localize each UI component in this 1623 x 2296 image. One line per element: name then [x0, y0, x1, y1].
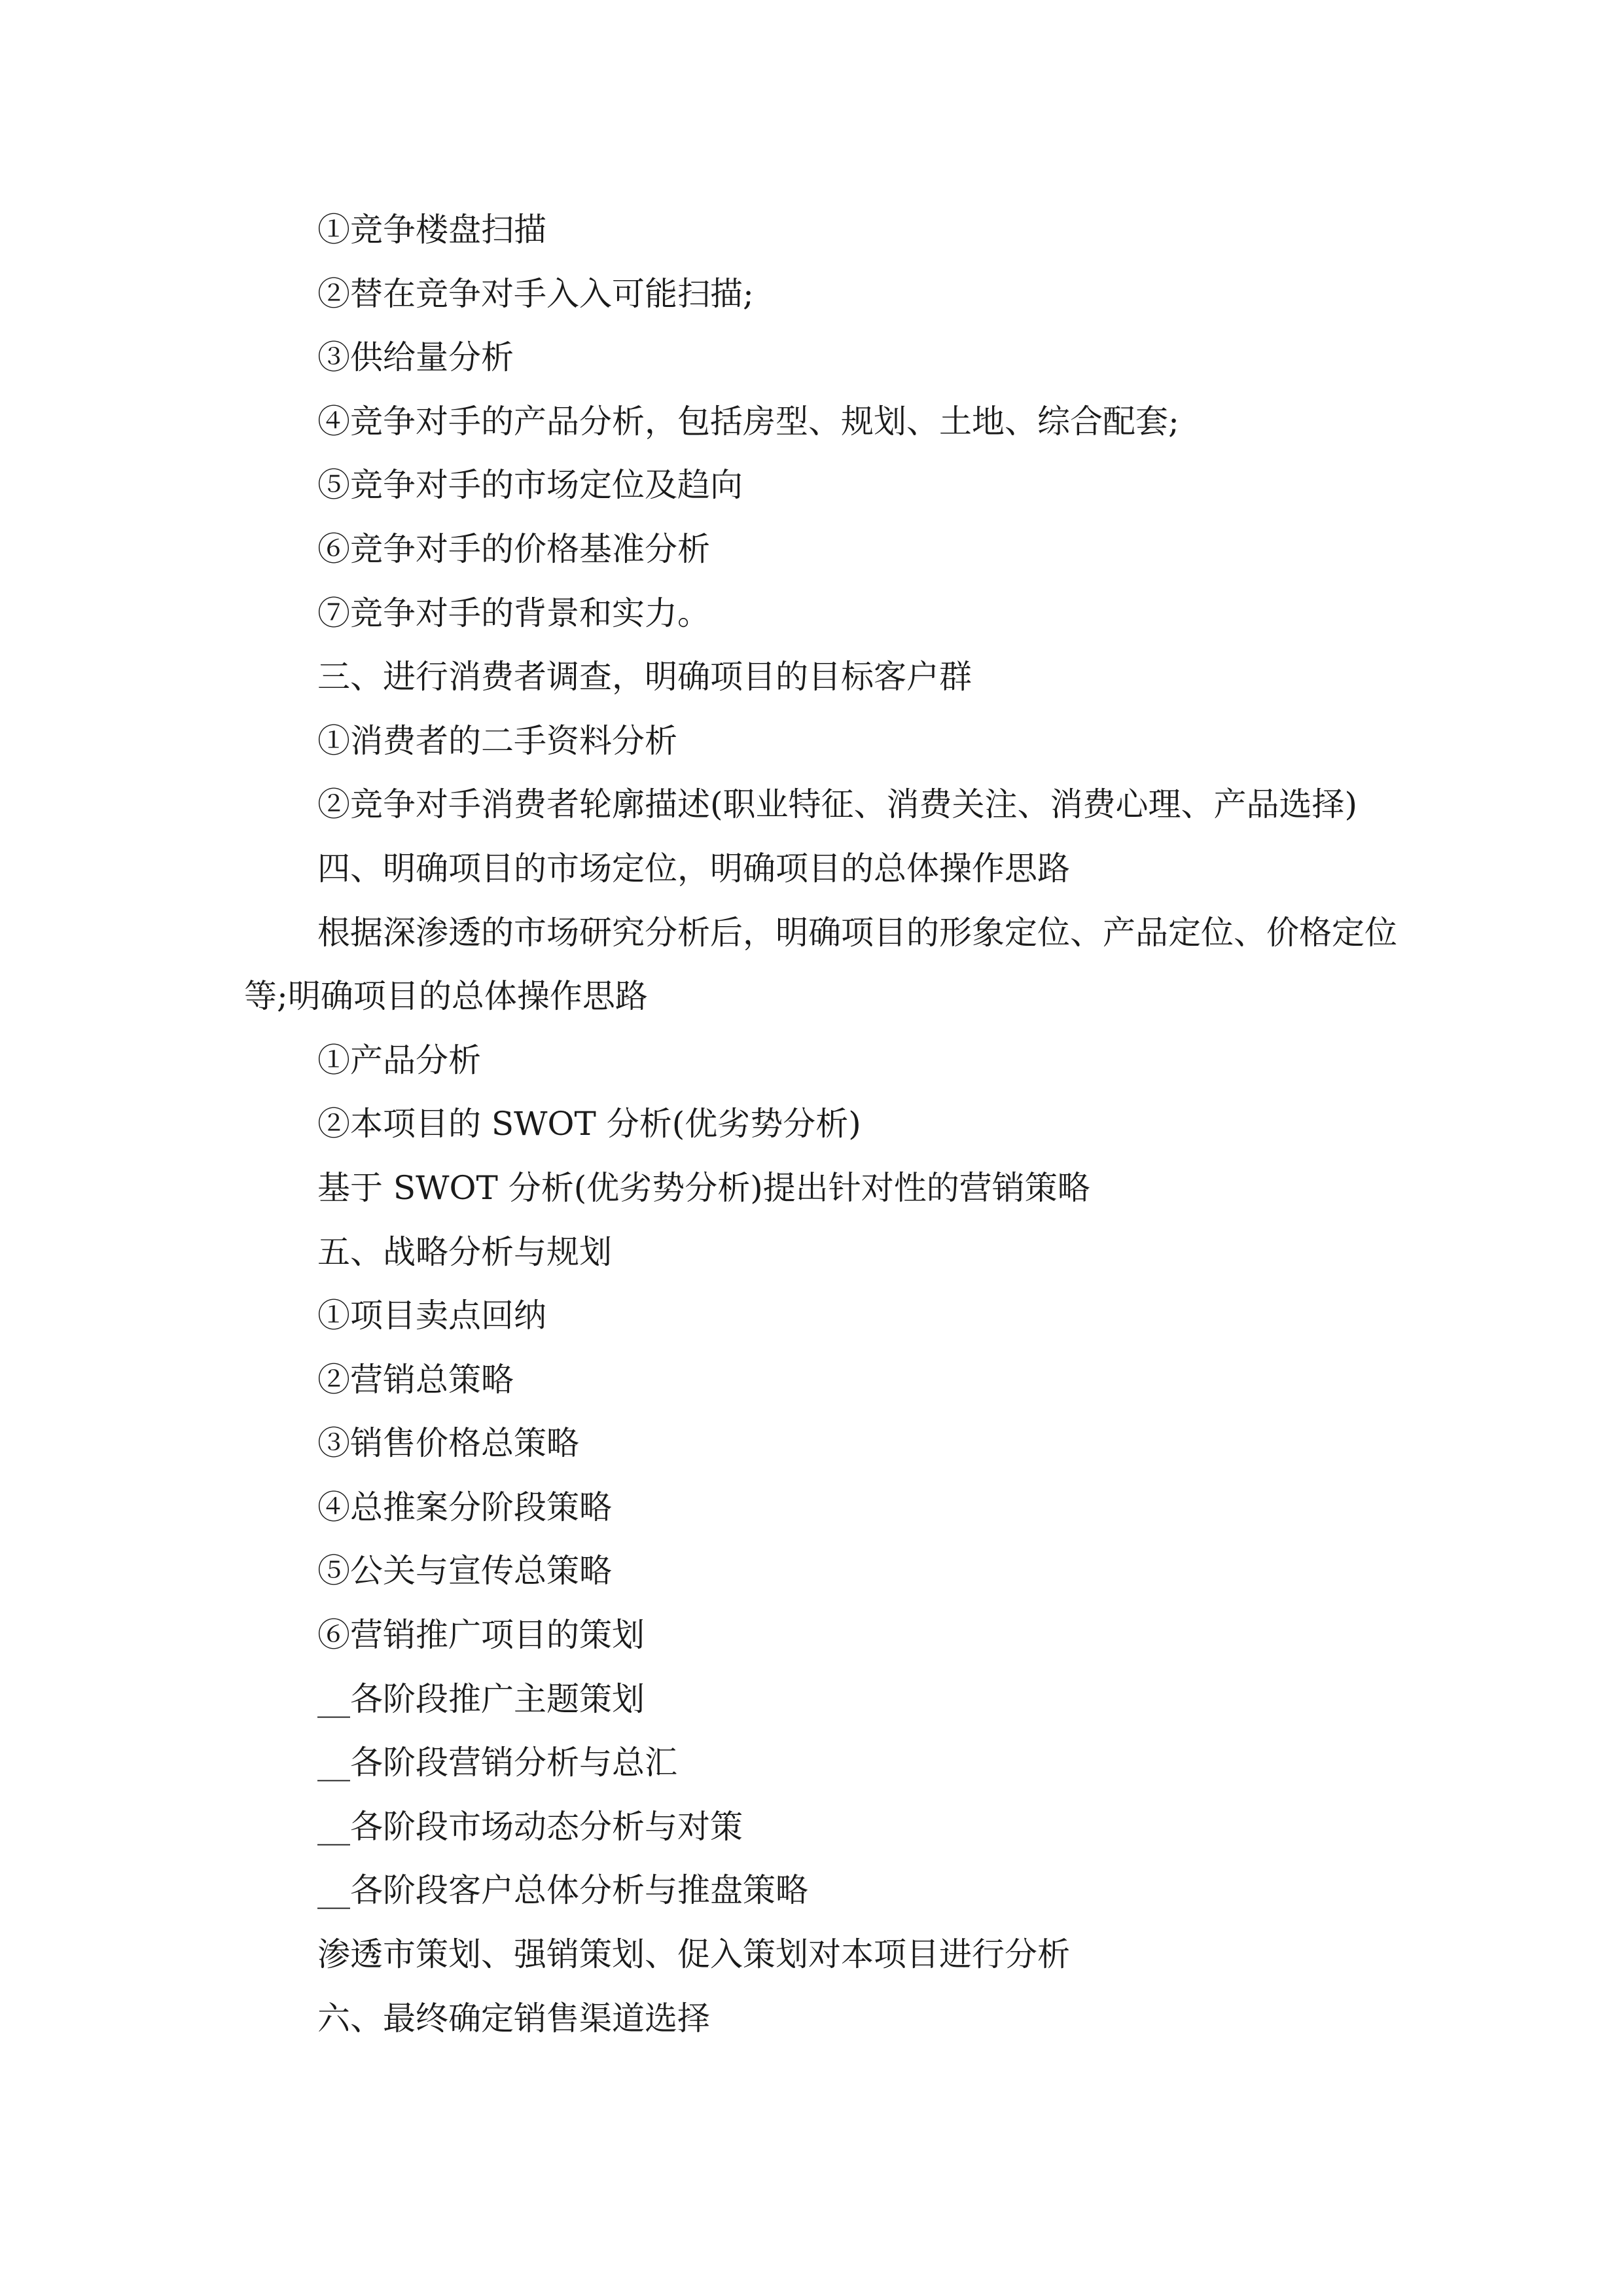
paragraph-campaign-analysis: 渗透市策划、强销策划、促入策划对本项目进行分析: [317, 1935, 1070, 1974]
document-body: [244, 198, 1396, 2051]
list-item-selling-points: ①项目卖点回纳: [317, 1297, 546, 1335]
sub-item-customer-analysis: __各阶段客户总体分析与推盘策略: [317, 1871, 808, 1910]
list-item-pricing-strategy: ③销售价格总策略: [317, 1424, 579, 1463]
list-item-supply-analysis: ③供给量分析: [317, 338, 514, 377]
list-item-phased-launch-strategy: ④总推案分阶段策略: [317, 1488, 612, 1526]
list-item-promotion-planning: ⑥营销推广项目的策划: [317, 1616, 645, 1655]
list-item-competitor-pricing: ⑥竞争对手的价格基准分析: [317, 529, 710, 568]
list-item-pr-strategy: ⑤公关与宣传总策略: [317, 1552, 612, 1590]
list-item-competing-property-scan: ①竞争楼盘扫描: [317, 211, 546, 249]
list-item-product-analysis: ①产品分析: [317, 1041, 481, 1079]
paragraph-positioning-first-line: 根据深渗透的市场研究分析后，明确项目的形象定位、产品定位、价格定位: [317, 913, 1397, 952]
list-item-swot-analysis: ②本项目的 SWOT 分析(优劣势分析): [317, 1105, 861, 1143]
sub-item-market-dynamics: __各阶段市场动态分析与对策: [317, 1807, 743, 1846]
section-heading-consumer-survey: 三、进行消费者调查，明确项目的目标客户群: [317, 658, 972, 696]
sub-item-marketing-summary: __各阶段营销分析与总汇: [317, 1744, 677, 1782]
list-item-competitor-positioning: ⑤竞争对手的市场定位及趋向: [317, 466, 743, 505]
section-heading-market-positioning: 四、明确项目的市场定位，明确项目的总体操作思路: [317, 849, 1070, 888]
list-item-secondary-data-analysis: ①消费者的二手资料分析: [317, 721, 677, 760]
paragraph-swot-strategy: 基于 SWOT 分析(优劣势分析)提出针对性的营销策略: [317, 1168, 1090, 1207]
section-heading-sales-channel: 六、最终确定销售渠道选择: [317, 1999, 710, 2037]
sub-item-promotion-themes: __各阶段推广主题策划: [317, 1679, 645, 1718]
list-item-consumer-profile: ②竞争对手消费者轮廓描述(职业特征、消费关注、消费心理、产品选择): [317, 785, 1358, 824]
list-item-competitor-background: ⑦竞争对手的背景和实力。: [317, 594, 710, 632]
list-item-potential-competitor-scan: ②替在竞争对手入入可能扫描;: [317, 274, 754, 313]
list-item-marketing-strategy: ②营销总策略: [317, 1360, 514, 1399]
section-heading-strategy-planning: 五、战略分析与规划: [317, 1232, 612, 1271]
list-item-competitor-product-analysis: ④竞争对手的产品分析，包括房型、规划、土地、综合配套;: [317, 402, 1179, 440]
paragraph-positioning-continuation: 等;明确项目的总体操作思路: [244, 977, 648, 1016]
